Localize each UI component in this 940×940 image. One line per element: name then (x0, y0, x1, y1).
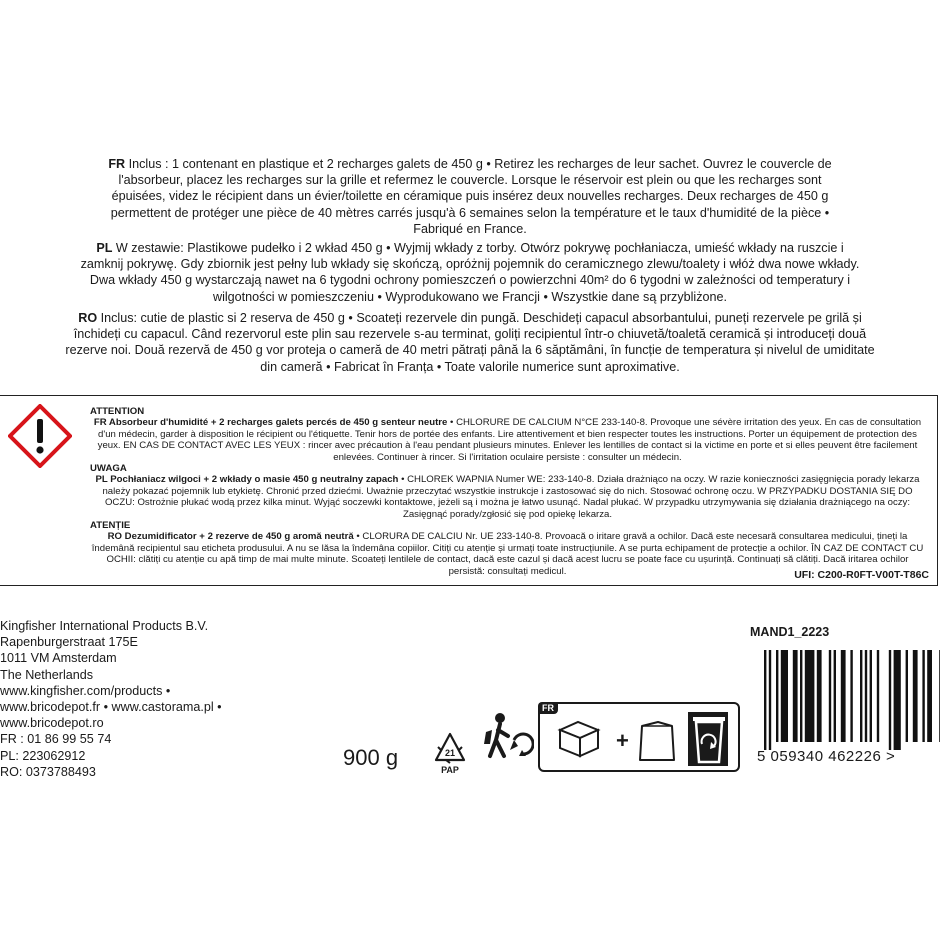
container-icon (560, 722, 598, 756)
instructions-line: rezerve noi. Două rezervă de 450 g vor proteja o cameră de 40 metri pătrați până la 6 săptămâni, în funcție de temperatura și nivelul de umiditate (65, 343, 875, 358)
address-line: The Netherlands (0, 667, 94, 682)
address-line: www.bricodepot.ro (0, 716, 104, 731)
sorting-pictograms (548, 712, 728, 766)
tidyman-recycle-icon (478, 710, 534, 766)
address-line: FR : 01 86 99 55 74 (0, 732, 112, 747)
net-weight: 900 g (343, 745, 399, 770)
exclamation-hazard-icon (8, 404, 72, 468)
plus-sign: + (616, 728, 629, 753)
barcode (750, 650, 940, 750)
warning-text (90, 406, 925, 577)
instructions-fr (0, 156, 940, 237)
instructions-line: wilgotności w pomieszczeniu • Wyprodukowano we Francji • Wszystkie dane są przybliżone. (212, 289, 728, 304)
barcode-number: 5 059340 462226 > (757, 748, 896, 765)
address-line: 1011 VM Amsterdam (0, 651, 117, 666)
warning-paragraph-ro: RO Dezumidificator + 2 rezerve de 450 g aromă neutră • CLORURA DE CALCIU Nr. UE 233-140-8. Provoacă o iritare gravă a ochilor. Dacă este necesară consultarea medicului, țineți la îndemână recipientul sau eticheta produsului. A nu se lăsa la îndemâna copiilor. Citiți cu atenție și urmați toate instrucțiunile. A se purta echipament de protecție a ochilor. ÎN CAZ DE CONTACT CU OCHII: clătiți cu atenție cu apă timp de mai multe minute. Scoateți lentilele de contact, dacă este cazul și dacă acest lucru se poate face cu ușurință. Continuați să clătiți. Dacă iritarea ochilor persistă: consultați medicul. (91, 531, 924, 577)
warning-title-ro: ATENȚIE (90, 520, 131, 532)
instructions-pl (0, 240, 940, 305)
warning-paragraph-fr: FR Absorbeur d'humidité + 2 recharges galets percés de 450 g senteur neutre • CHLORURE DE CALCIUM N°CE 233-140-8. Provoque une sévère irritation des yeux. En cas de consultation d'un médecin, garder à disposition le récipient ou l'étiquette. Tenir hors de portée des enfants. Lire attentivement et bien respecter toutes les instructions. Porter un équipement de protection des yeux. EN CAS DE CONTACT AVEC LES YEUX : rincer avec précaution à l'eau pendant plusieurs minutes. Enlever les lentilles de contact si la victime en porte et si elles peuvent être facilement enlevées. Continuer à rincer. Si l'irritation oculaire persiste : consulter un médecin. (93, 417, 922, 463)
instructions-line: épuisées, videz le récipient dans un évier/toilette en céramique puis insérez deux nouvelles recharges. Deux recharges de 450 g (111, 189, 829, 204)
warning-title-pl: UWAGA (90, 463, 127, 475)
warning-title-fr: ATTENTION (90, 406, 145, 417)
lang-code: PL (96, 241, 113, 255)
sorting-info-box (538, 702, 740, 772)
product-code: MAND1_2223 (750, 625, 830, 639)
instructions-line: W zestawie: Plastikowe pudełko i 2 wkład 450 g • Wyjmij wkłady z torby. Otwórz pokrywę pochłaniacza, umieść wkłady na ruszcie i (115, 241, 844, 255)
address-line: www.bricodepot.fr • www.castorama.pl • (0, 700, 222, 715)
recycling-triangle-icon (432, 732, 468, 776)
instructions-line: l'absorbeur, placez les recharges sur la grille et refermez le couvercle. Lorsque le réservoir est plein ou que les recharges sont (118, 173, 822, 188)
warning-paragraph-pl: PL Pochłaniacz wilgoci + 2 wkłady o masie 450 g neutralny zapach • CHLOREK WAPNIA Numer WE: 233-140-8. Działa drażniąco na oczy. W razie konieczności zasięgnięcia porady lekarza należy pokazać pojemnik lub etykietę. Chronić przed dziećmi. Uważnie przeczytać wszystkie instrukcje i zastosować się do nich. Stosować ochronę oczu. W PRZYPADKU DOSTANIA SIĘ DO OCZU: Ostrożnie płukać wodą przez kilka minut. Wyjąć soczewki kontaktowe, jeżeli są i można je łatwo usunąć. Nadal płukać. W przypadku utrzymywania się działania drażniącego na oczy: Zasięgnąć porady/zgłosić się pod opiekę lekarza. (95, 474, 920, 520)
instructions-line: Fabriqué en France. (413, 221, 527, 236)
ufi-code: UFI: C200-R0FT-V00T-T86C (794, 569, 929, 581)
instructions-line: Inclus : 1 contenant en plastique et 2 recharges galets de 450 g • Retirez les recharges de leur sachet. Ouvrez le couvercle de (128, 157, 832, 171)
address-line: RO: 0373788493 (0, 764, 96, 779)
instructions-line: Dwa wkłady 450 g wystarczają nawet na 6 tygodni ochrony pomieszczeń o powierzchni 40m² do 6 tygodni w zależności od temperatury i (89, 273, 851, 288)
lang-code: RO (78, 311, 98, 325)
instructions-line: permettent de protéger une pièce de 40 mètres carrés jusqu'à 6 semaines selon la température et le taux d'humidité de la pièce • (110, 205, 830, 220)
fr-tag: FR (538, 702, 558, 714)
address-line: Rapenburgerstraat 175E (0, 635, 138, 650)
instructions-line: zamknij pokrywę. Gdy zbiornik jest pełny lub wkłady się skończą, opróżnij pojemnik do ceramicznego zlewu/toalety i włóż dwa nowe wkłady. (80, 257, 860, 272)
bag-icon (640, 722, 674, 760)
pap-number: 21 (444, 748, 456, 758)
lang-code: FR (108, 157, 126, 171)
address-line: Kingfisher International Products B.V. (0, 619, 209, 633)
address-line: PL: 223062912 (0, 748, 86, 763)
instructions-line: din cameră • Fabricat în Franța • Toate valorile numerice sunt aproximative. (260, 359, 680, 374)
pap-label: PAP (441, 765, 459, 775)
company-address (0, 618, 222, 780)
address-line: www.kingfisher.com/products • (0, 683, 171, 698)
instructions-line: Inclus: cutie de plastic si 2 reserva de 450 g • Scoateți rezervele din pungă. Deschideți capacul absorbantului, puneți rezervele pe grilă și (100, 311, 862, 325)
instructions-line: închideți cu capacul. Când rezervorul este plin sau rezervele s-au terminat, goliți recipientul într-o chiuvetă/toaletă ceramică și introduceți două (73, 327, 867, 342)
warning-box (0, 395, 938, 586)
instructions-ro (0, 310, 940, 375)
